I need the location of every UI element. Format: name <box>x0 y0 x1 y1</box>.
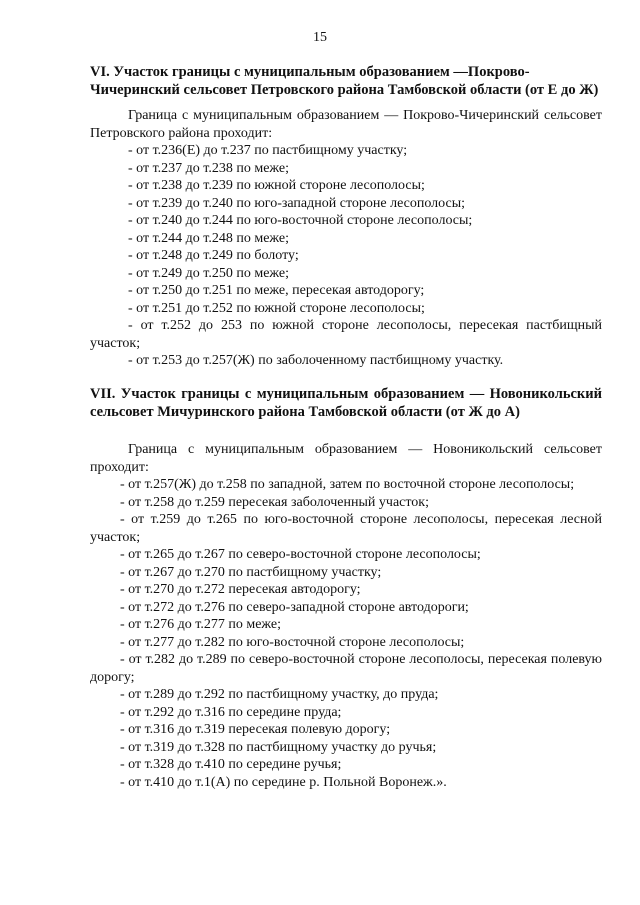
boundary-item: - от т.237 до т.238 по меже; <box>128 160 290 176</box>
boundary-item: - от т.276 до т.277 по меже; <box>120 617 282 632</box>
boundary-item: - от т.319 до т.328 по пастбищному участку до ручья; <box>120 739 437 755</box>
boundary-item: - от т.251 до т.252 по южной стороне лесополосы; <box>128 300 425 316</box>
boundary-item: - от т.328 до т.410 по середине ручья; <box>120 757 342 772</box>
boundary-item: - от т.277 до т.282 по юго-восточной стороне лесополосы; <box>120 634 465 650</box>
boundary-item: - от т.270 до т.272 пересекая автодорогу; <box>120 582 361 597</box>
boundary-item: - от т.253 до т.257(Ж) по заболоченному пастбищному участку. <box>128 353 504 368</box>
boundary-item: - от т.236(Е) до т.237 по пастбищному участку; <box>128 143 408 158</box>
section-6-heading: VI. Участок границы с муниципальным образованием —Покрово-Чичеринский сельсовет Петровского района Тамбовской области (от Е до Ж) <box>90 64 599 98</box>
section-7 <box>90 386 602 791</box>
boundary-item: - от т.267 до т.270 по пастбищному участку; <box>120 564 382 580</box>
boundary-item: - от т.272 до т.276 по северо-западной стороне автодороги; <box>120 599 469 615</box>
boundary-item: - от т.410 до т.1(А) по середине р. Польной Воронеж.». <box>120 774 447 790</box>
section-6-items <box>90 142 602 370</box>
boundary-item: - от т.316 до т.319 пересекая полевую дорогу; <box>120 722 391 737</box>
boundary-item: - от т.249 до т.250 по меже; <box>128 265 290 281</box>
page-number: 15 <box>313 30 327 45</box>
section-7-items <box>90 476 602 791</box>
boundary-item: - от т.289 до т.292 по пастбищному участку, до пруда; <box>120 687 439 702</box>
boundary-item: - от т.252 до 253 по южной стороне лесополосы, пересекая пастбищный участок; <box>90 318 602 351</box>
boundary-item: - от т.257(Ж) до т.258 по западной, затем по восточной стороне лесополосы; <box>120 477 575 492</box>
boundary-item: - от т.292 до т.316 по середине пруда; <box>120 704 342 720</box>
section-7-intro: Граница с муниципальным образованием — Новоникольский сельсовет проходит: <box>90 442 602 475</box>
section-6-intro: Граница с муниципальным образованием — Покрово-Чичеринский сельсовет Петровского района проходит: <box>90 108 602 141</box>
boundary-item: - от т.265 до т.267 по северо-восточной стороне лесополосы; <box>120 547 481 562</box>
boundary-item: - от т.258 до т.259 пересекая заболоченный участок; <box>120 494 429 510</box>
section-7-heading: VII. Участок границы с муниципальным образованием — Новоникольский сельсовет Мичуринского района Тамбовской области (от Ж до А) <box>90 386 602 420</box>
boundary-item: - от т.239 до т.240 по юго-западной стороне лесополосы; <box>128 195 465 211</box>
boundary-item: - от т.244 до т.248 по меже; <box>128 230 290 246</box>
boundary-item: - от т.238 до т.239 по южной стороне лесополосы; <box>128 178 425 193</box>
boundary-item: - от т.282 до т.289 по северо-восточной стороне лесополосы, пересекая полевую дорогу; <box>90 652 602 685</box>
boundary-item: - от т.248 до т.249 по болоту; <box>128 248 299 263</box>
section-6 <box>90 64 602 370</box>
boundary-item: - от т.240 до т.244 по юго-восточной стороне лесополосы; <box>128 213 473 228</box>
boundary-item: - от т.259 до т.265 по юго-восточной стороне лесополосы, пересекая лесной участок; <box>90 512 602 545</box>
boundary-item: - от т.250 до т.251 по меже, пересекая автодорогу; <box>128 283 425 298</box>
